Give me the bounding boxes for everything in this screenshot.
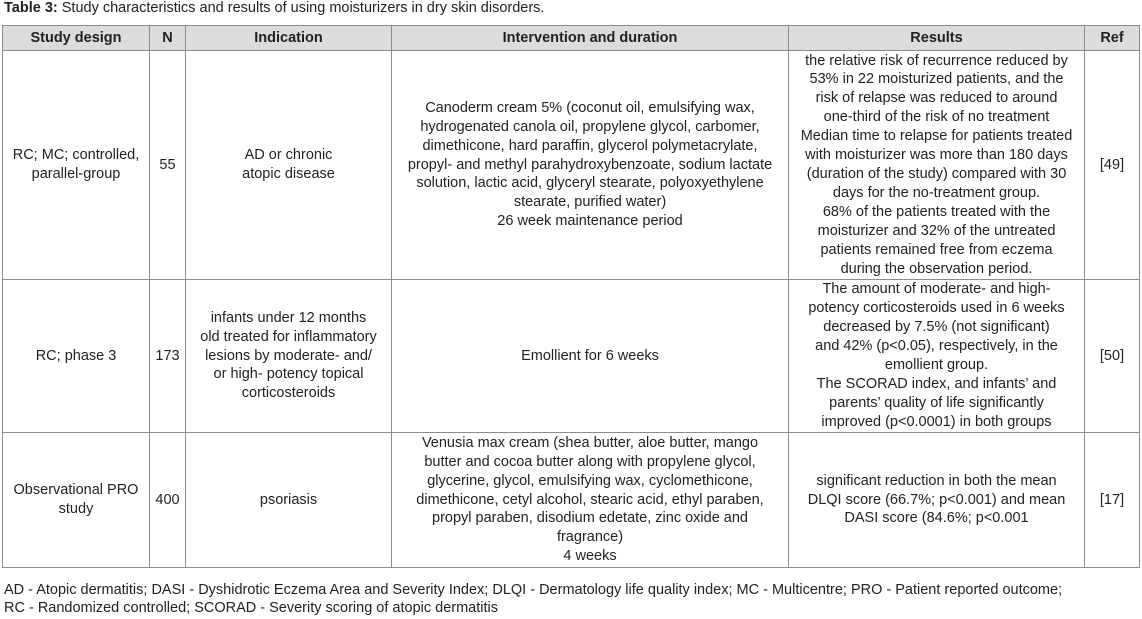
table-footnote: AD - Atopic dermatitis; DASI - Dyshidrotic Eczema Area and Severity Index; DLQI - Dermatology life quality index; MC - Multicentre; PRO - Patient reported outcome; RC - Randomized controlled; SCORAD - Severity scoring of atopic dermatitis — [4, 582, 1063, 616]
cell-ref: [50] — [1085, 280, 1140, 433]
header-indication: Indication — [186, 26, 392, 51]
cell-results: The amount of moderate- and high- potency corticosteroids used in 6 weeks decreased by 7.5% (not significant) and 42% (p<0.05), respectively, in the emollient group. The SCORAD index, and infants’ and parents’ quality of life significantly improved (p<0.0001) in both groups — [789, 280, 1085, 433]
cell-intervention: Emollient for 6 weeks — [392, 280, 789, 433]
table-row — [3, 280, 1140, 433]
header-n: N — [150, 26, 186, 51]
table-row — [3, 433, 1140, 568]
table-header-row — [3, 26, 1140, 51]
cell-study-design: RC; phase 3 — [3, 280, 150, 433]
caption-label: Table 3: — [4, 0, 58, 16]
cell-n: 173 — [150, 280, 186, 433]
header-ref: Ref — [1085, 26, 1140, 51]
cell-intervention: Canoderm cream 5% (coconut oil, emulsifying wax, hydrogenated canola oil, propylene glycol, carbomer, dimethicone, hard paraffin, glycerol polymetacrylate, propyl- and methyl parahydroxybenzoate, sodium lactate solution, lactic acid, glyceryl stearate, polyoxyethylene stearate, purified water) 26 week maintenance period — [392, 51, 789, 280]
study-table — [2, 25, 1140, 568]
cell-results: the relative risk of recurrence reduced by 53% in 22 moisturized patients, and the risk of relapse was reduced to around one-third of the risk of no treatment Median time to relapse for patients treated with moisturizer was more than 180 days (duration of the study) compared with 30 days for the no-treatment group. 68% of the patients treated with the moisturizer and 32% of the untreated patients remained free from eczema during the observation period. — [789, 51, 1085, 280]
cell-n: 55 — [150, 51, 186, 280]
cell-ref: [17] — [1085, 433, 1140, 568]
cell-indication: psoriasis — [186, 433, 392, 568]
cell-study-design: Observational PRO study — [3, 433, 150, 568]
table-caption — [4, 0, 544, 17]
table-row — [3, 51, 1140, 280]
cell-indication: infants under 12 months old treated for inflammatory lesions by moderate- and/ or high- potency topical corticosteroids — [186, 280, 392, 433]
cell-indication: AD or chronic atopic disease — [186, 51, 392, 280]
caption-text: Study characteristics and results of using moisturizers in dry skin disorders. — [57, 0, 545, 16]
header-results: Results — [789, 26, 1085, 51]
cell-intervention: Venusia max cream (shea butter, aloe butter, mango butter and cocoa butter along with propylene glycol, glycerine, glycol, emulsifying wax, cyclomethicone, dimethicone, cetyl alcohol, stearic acid, ethyl paraben, propyl paraben, disodium edetate, zinc oxide and fragrance) 4 weeks — [392, 433, 789, 568]
cell-n: 400 — [150, 433, 186, 568]
header-intervention: Intervention and duration — [392, 26, 789, 51]
cell-study-design: RC; MC; controlled, parallel-group — [3, 51, 150, 280]
cell-ref: [49] — [1085, 51, 1140, 280]
cell-results: significant reduction in both the mean DLQI score (66.7%; p<0.001) and mean DASI score (84.6%; p<0.001 — [789, 433, 1085, 568]
header-study-design: Study design — [3, 26, 150, 51]
